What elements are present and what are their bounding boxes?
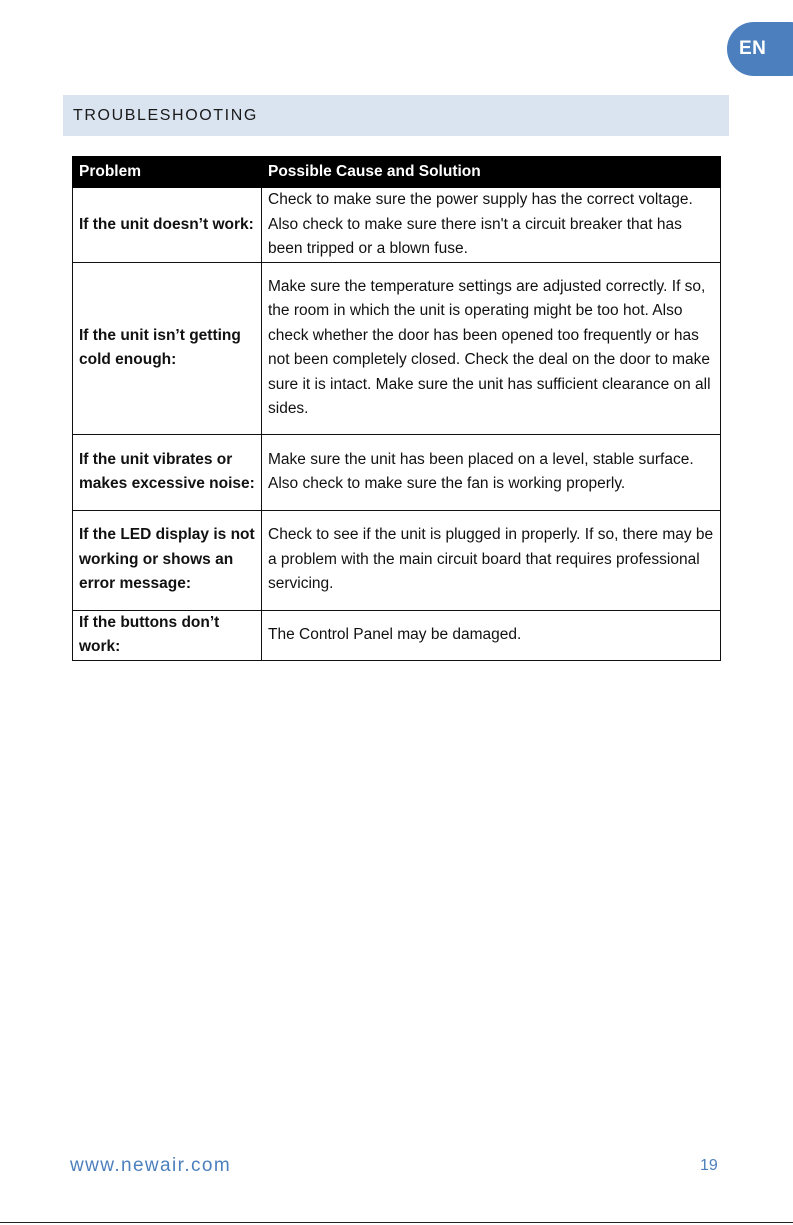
problem-cell: If the LED display is not working or shows an error message: xyxy=(73,510,262,610)
header-problem: Problem xyxy=(73,157,262,188)
troubleshooting-table xyxy=(72,156,721,661)
problem-cell: If the unit vibrates or makes excessive noise: xyxy=(73,434,262,510)
solution-cell: Check to make sure the power supply has the correct voltage. Also check to make sure there isn't a circuit breaker that has been tripped or a blown fuse. xyxy=(262,188,721,263)
page-number: 19 xyxy=(700,1157,718,1174)
table-row xyxy=(73,262,721,434)
table-header-row xyxy=(73,157,721,188)
footer-website-link[interactable]: www.newair.com xyxy=(70,1155,232,1176)
table-row xyxy=(73,510,721,610)
table-row xyxy=(73,188,721,263)
solution-cell: The Control Panel may be damaged. xyxy=(262,610,721,660)
solution-cell: Check to see if the unit is plugged in properly. If so, there may be a problem with the main circuit board that requires professional servicing. xyxy=(262,510,721,610)
language-tab: EN xyxy=(727,22,793,76)
section-title: TROUBLESHOOTING xyxy=(63,95,729,136)
problem-cell: If the unit doesn’t work: xyxy=(73,188,262,263)
table-row xyxy=(73,434,721,510)
header-solution: Possible Cause and Solution xyxy=(262,157,721,188)
problem-cell: If the buttons don’t work: xyxy=(73,610,262,660)
table-row xyxy=(73,610,721,660)
bottom-divider xyxy=(0,1222,793,1223)
solution-cell: Make sure the temperature settings are adjusted correctly. If so, the room in which the unit is operating might be too hot. Also check whether the door has been opened too frequently or has not been completely closed. Check the deal on the door to make sure it is intact. Make sure the unit has sufficient clearance on all sides. xyxy=(262,262,721,434)
solution-cell: Make sure the unit has been placed on a level, stable surface. Also check to make sure the fan is working properly. xyxy=(262,434,721,510)
problem-cell: If the unit isn’t getting cold enough: xyxy=(73,262,262,434)
